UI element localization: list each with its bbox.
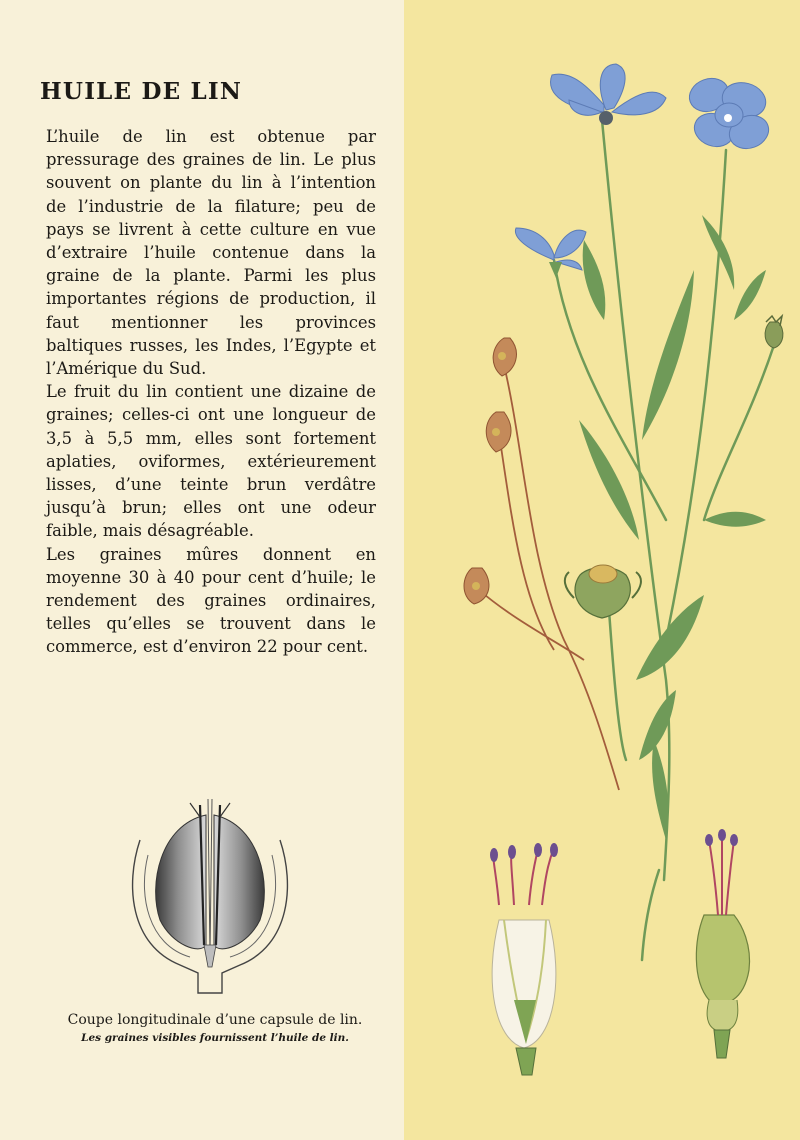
page-title: HUILE DE LIN — [40, 78, 243, 105]
article-body — [46, 125, 376, 659]
paragraph-1: L’huile de lin est obtenue par pressurage des graines de lin. Le plus souvent on plante du lin à l’intention de l’industrie de la filature; peu de pays se livrent à cette culture en vue d’extraire l’huile contenue dans la graine de la plante. Parmi les plus importantes régions de production, il faut mentionner les provinces baltiques russes, les Indes, l’Egypte et l’Amérique du Sud. — [46, 127, 376, 379]
caption-sub: Les graines visibles fournissent l’huile de lin. — [81, 1032, 349, 1044]
paragraph-2: Le fruit du lin contient une dizaine de graines; celles-ci ont une longueur de 3,5 à 5,5 mm, elles sont fortement aplaties, oviformes, extérieurement lisses, d’une teinte brun verdâtre jusqu’à brun; elles ont une odeur faible, mais désagréable. — [46, 382, 376, 541]
illustration-caption — [20, 1012, 410, 1044]
paragraph-3: Les graines mûres donnent en moyenne 30 à 40 pour cent d’huile; le rendement des graines ordinaires, telles qu’elles se trouvent dans le commerce, est d’environ 22 pour cent. — [46, 544, 376, 657]
flax-plant-illustration — [404, 0, 800, 1140]
caption-main: Coupe longitudinale d’une capsule de lin. — [67, 1012, 363, 1028]
capsule-cross-section-illustration — [120, 795, 300, 1000]
